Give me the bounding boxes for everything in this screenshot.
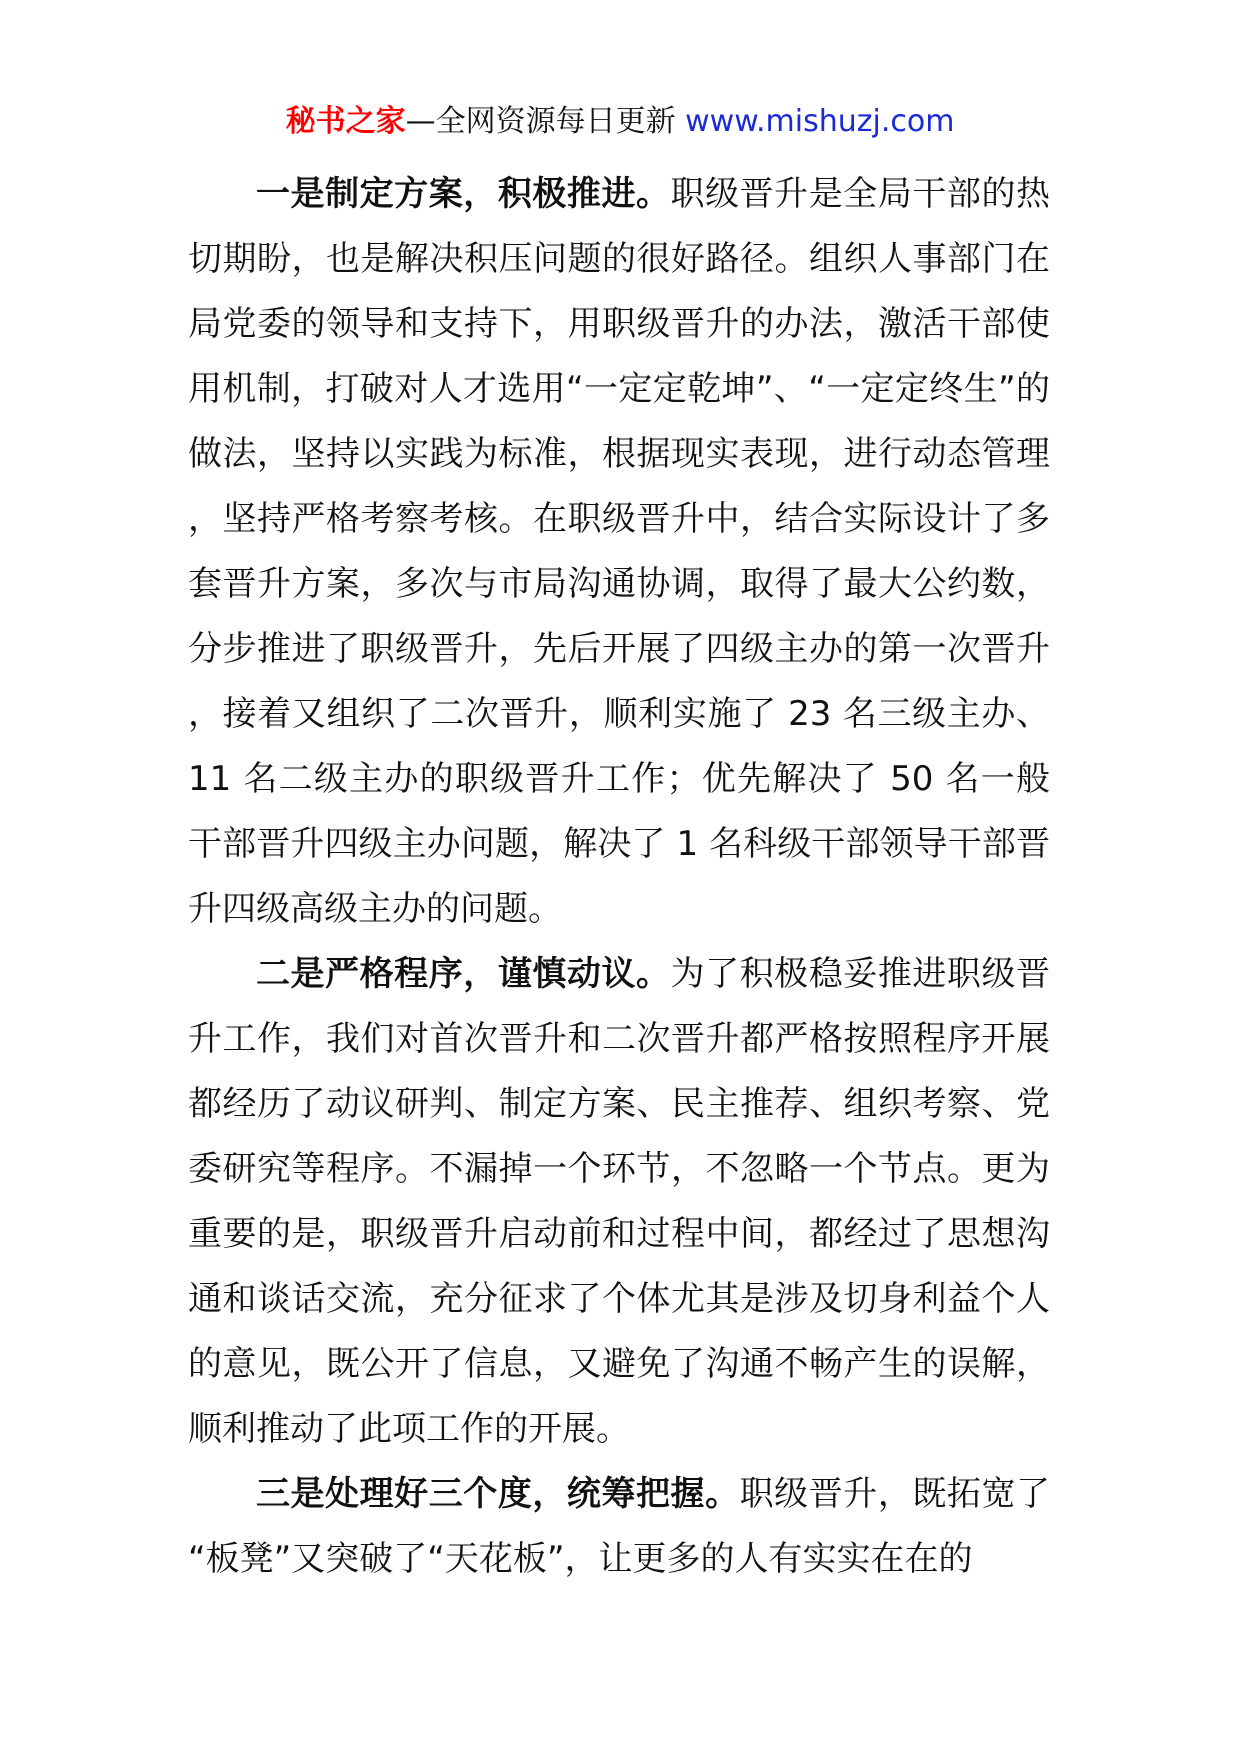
paragraph-3 [188, 1462, 1050, 1592]
paragraph-1 [188, 162, 1050, 942]
paragraph-2-lead: 二是严格程序，谨慎动议。 [256, 954, 671, 994]
paragraph-3-text: 职级晋升，既拓宽了“板凳”又突破了“天花板”，让更多的人有实实在在的 [188, 1474, 1051, 1579]
site-url-link[interactable]: www.mishuzj.com [685, 104, 955, 139]
header-tagline: —全网资源每日更新 [405, 104, 686, 139]
paragraph-2 [188, 942, 1050, 1462]
paragraph-1-text: 职级晋升是全局干部的热切期盼，也是解决积压问题的很好路径。组织人事部门在局党委的领导和支持下，用职级晋升的办法，激活干部使用机制，打破对人才选用“一定定乾坤”、“一定定终生”的做法，坚持以实践为标准，根据现实表现，进行动态管理，坚持严格考察考核。在职级晋升中，结合实际设计了多套晋升方案，多次与市局沟通协调，取得了最大公约数，分步推进了职级晋升，先后开展了四级主办的第一次晋升，接着又组织了二次晋升，顺利实施了 23 名三级主办、11 名二级主办的职级晋升工作；优先解决了 50 名一般干部晋升四级主办问题，解决了 1 名科级干部领导干部晋升四级高级主办的问题。 [188, 174, 1051, 929]
paragraph-2-text: 为了积极稳妥推进职级晋升工作，我们对首次晋升和二次晋升都严格按照程序开展都经历了动议研判、制定方案、民主推荐、组织考察、党委研究等程序。不漏掉一个环节，不忽略一个节点。更为重要的是，职级晋升启动前和过程中间，都经过了思想沟通和谈话交流，充分征求了个体尤其是涉及切身利益个人的意见，既公开了信息，又避免了沟通不畅产生的误解，顺利推动了此项工作的开展。 [188, 954, 1051, 1449]
document-body [188, 162, 1050, 1592]
brand-name: 秘书之家 [285, 104, 406, 139]
site-header [0, 102, 1240, 142]
paragraph-1-lead: 一是制定方案，积极推进。 [256, 174, 671, 214]
paragraph-3-lead: 三是处理好三个度，统筹把握。 [256, 1474, 740, 1514]
